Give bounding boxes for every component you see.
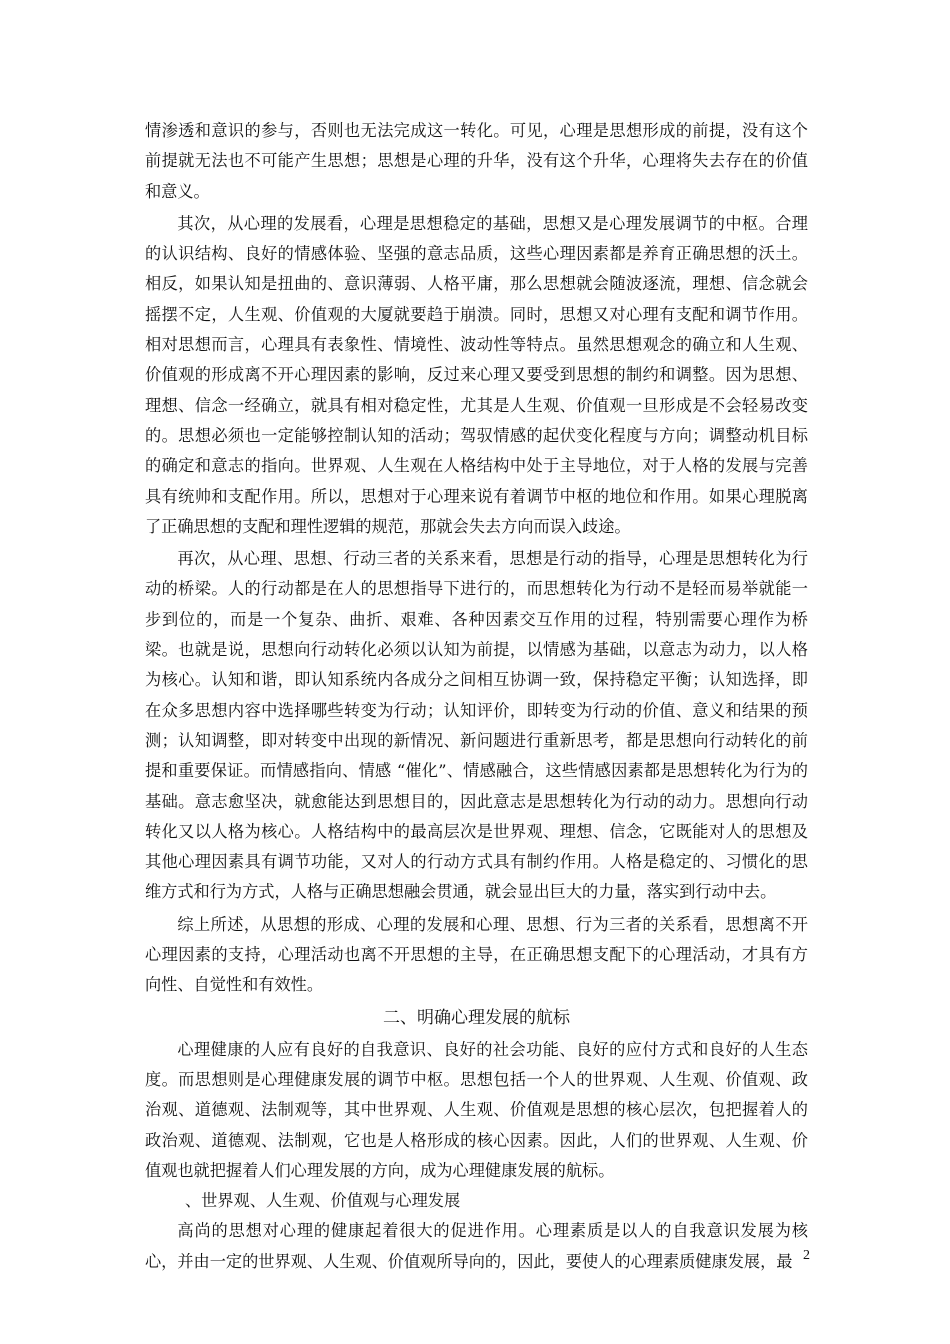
paragraph-final: 高尚的思想对心理的健康起着很大的促进作用。心理素质是以人的自我意识发展为核心，并由一定的世界观、人生观、价值观所导向的，因此，要使人的心理素质健康发展，最 [145,1221,808,1271]
paragraph-section-intro: 心理健康的人应有良好的自我意识、良好的社会功能、良好的应付方式和良好的人生态度。而思想则是心理健康发展的调节中枢。思想包括一个人的世界观、人生观、价值观、政治观、道德观、法制观等，其中世界观、人生观、价值观是思想的核心层次，包把握着人的政治观、道德观、法制观，它也是人格形成的核心因素。因此，人们的世界观、人生观、价值观也就把握着人们心理发展的方向，成为心理健康发展的航标。 [145,1039,808,1180]
section-heading: 二、明确心理发展的航标 [383,1007,570,1028]
sub-heading: 、世界观、人生观、价值观与心理发展 [185,1191,461,1211]
page-body [145,116,808,1277]
paragraph-thought-action-relation: 再次，从心理、思想、行动三者的关系来看，思想是行动的指导，心理是思想转化为行动的桥梁。人的行动都是在人的思想指导下进行的，而思想转化为行动不是轻而易举就能一步到位的，而是一个复杂、曲折、艰难、各种因素交互作用的过程，特别需要心理作为桥梁。也就是说，思想向行动转化必须以认知为前提，以情感为基础，以意志为动力，以人格为核心。认知和谐，即认知系统内各成分之间相互协调一致，保持稳定平衡；认知选择，即在众多思想内容中选择哪些转变为行动；认知评价，即转变为行动的价值、意义和结果的预测；认知调整，即对转变中出现的新情况、新问题进行重新思考，都是思想向行动转化的前提和重要保证。而情感指向、情感 “催化”、情感融合，这些情感因素都是思想转化为行为的基础。意志愈坚决，就愈能达到思想目的，因此意志是思想转化为行动的动力。思想向行动转化又以人格为核心。人格结构中的最高层次是世界观、理想、信念，它既能对人的思想及其他心理因素具有调节功能，又对人的行动方式具有制约作用。人格是稳定的、习惯化的思维方式和行为方式，人格与正确思想融会贯通，就会显出巨大的力量，落实到行动中去。 [145,549,808,902]
paragraph-psychology-development: 其次，从心理的发展看，心理是思想稳定的基础，思想又是心理发展调节的中枢。合理的认识结构、良好的情感体验、坚强的意志品质，这些心理因素都是养育正确思想的沃土。相反，如果认知是扭曲的、意识薄弱、人格平庸，那么思想就会随波逐流，理想、信念就会摇摆不定，人生观、价值观的大厦就要趋于崩溃。同时，思想又对心理有支配和调节作用。相对思想而言，心理具有表象性、情境性、波动性等特点。虽然思想观念的确立和人生观、价值观的形成离不开心理因素的影响，反过来心理又要受到思想的制约和调整。因为思想、理想、信念一经确立，就具有相对稳定性，尤其是人生观、价值观一旦形成是不会轻易改变的。思想必须也一定能够控制认知的活动；驾驭情感的起伏变化程度与方向；调整动机目标的确定和意志的指向。世界观、人生观在人格结构中处于主导地位，对于人格的发展与完善具有统帅和支配作用。所以，思想对于心理来说有着调节中枢的地位和作用。如果心理脱离了正确思想的支配和理性逻辑的规范，那就会失去方向而误入歧途。 [145,213,808,536]
paragraph-continuation: 情渗透和意识的参与，否则也无法完成这一转化。可见，心理是思想形成的前提，没有这个前提就无法也不可能产生思想；思想是心理的升华，没有这个升华，心理将失去存在的价值和意义。 [145,121,808,201]
paragraph-summary: 综上所述，从思想的形成、心理的发展和心理、思想、行为三者的关系看，思想离不开心理因素的支持，心理活动也离不开思想的主导，在正确思想支配下的心理活动，才具有方向性、自觉性和有效性。 [145,914,808,995]
page-number: 2 [803,1248,810,1263]
